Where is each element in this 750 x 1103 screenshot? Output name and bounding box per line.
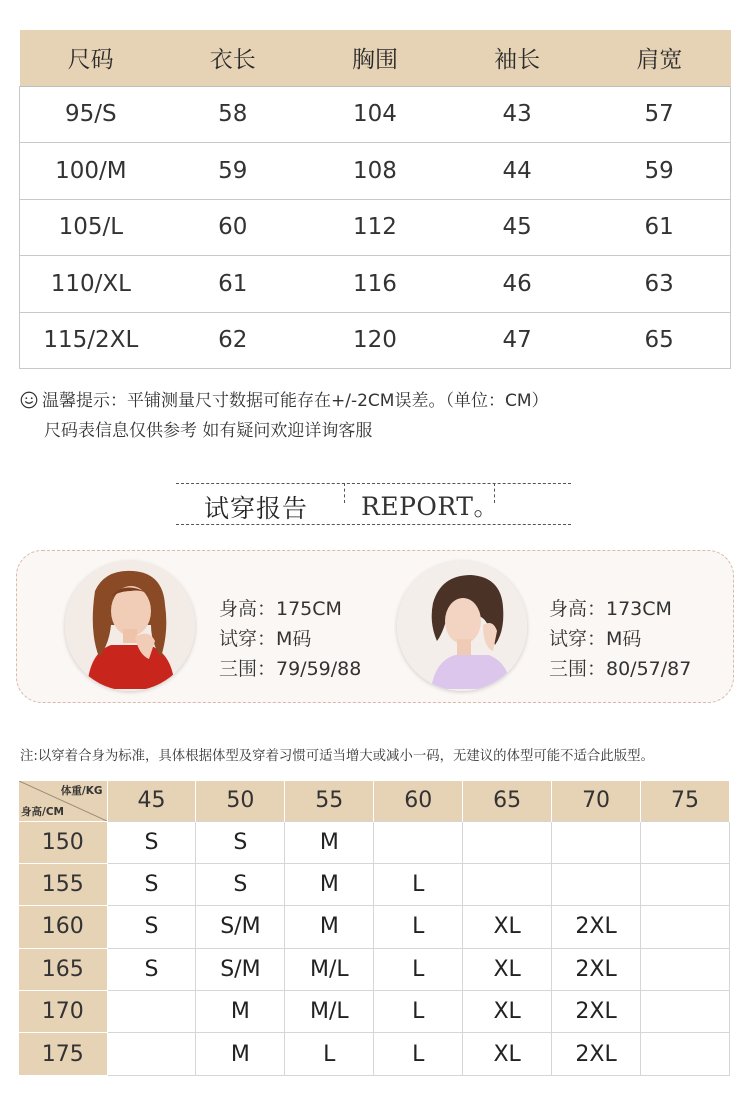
cell: 47 bbox=[446, 312, 588, 369]
report-header bbox=[176, 483, 571, 525]
cell: S/M bbox=[196, 906, 285, 948]
cell: 110/XL bbox=[20, 256, 162, 313]
model-photo-2 bbox=[397, 561, 527, 691]
cell: 108 bbox=[304, 143, 446, 200]
cell bbox=[641, 863, 730, 905]
weight-header: 60 bbox=[374, 781, 463, 821]
cell: 65 bbox=[588, 312, 730, 369]
table-row bbox=[19, 863, 730, 905]
header-size: 尺码 bbox=[20, 30, 162, 86]
cell: 45 bbox=[446, 199, 588, 256]
cell: 43 bbox=[446, 86, 588, 143]
size-table-header bbox=[20, 30, 731, 86]
table-row bbox=[19, 821, 730, 863]
cell: 120 bbox=[304, 312, 446, 369]
cell: 59 bbox=[162, 143, 304, 200]
table-row bbox=[19, 991, 730, 1033]
cell: S bbox=[107, 821, 196, 863]
cell: M bbox=[285, 821, 374, 863]
cell: 95/S bbox=[20, 86, 162, 143]
size-recommendation-table bbox=[19, 781, 730, 1076]
fit-note: 注:以穿着合身为标准，具体根据体型及穿着习惯可适当增大或减小一码，无建议的体型可能不适合此版型。 bbox=[20, 749, 654, 764]
cell: XL bbox=[463, 906, 552, 948]
cell: M/L bbox=[285, 948, 374, 990]
cell: M bbox=[285, 863, 374, 905]
cell: 57 bbox=[588, 86, 730, 143]
model-1-tried: 试穿：M码 bbox=[219, 628, 312, 650]
table-row bbox=[19, 948, 730, 990]
divider bbox=[344, 483, 345, 503]
cell: L bbox=[374, 991, 463, 1033]
cell: M/L bbox=[285, 991, 374, 1033]
table-row bbox=[20, 312, 731, 369]
cell: 2XL bbox=[552, 1033, 641, 1075]
table-row bbox=[20, 199, 731, 256]
height-header: 160 bbox=[19, 906, 107, 948]
cell: L bbox=[374, 863, 463, 905]
header-shoulder: 肩宽 bbox=[588, 30, 730, 86]
cell: S bbox=[196, 863, 285, 905]
cell bbox=[463, 821, 552, 863]
model-info-1 bbox=[219, 594, 361, 684]
model-2-height: 身高：173CM bbox=[549, 598, 672, 620]
cell: M bbox=[196, 991, 285, 1033]
cell: L bbox=[374, 906, 463, 948]
cell bbox=[107, 991, 196, 1033]
tips bbox=[20, 386, 549, 446]
cell: M bbox=[285, 906, 374, 948]
cell bbox=[641, 1033, 730, 1075]
divider bbox=[176, 483, 571, 484]
cell: XL bbox=[463, 948, 552, 990]
table-corner bbox=[19, 781, 107, 821]
tips-text-1: 温馨提示：平铺测量尺寸数据可能存在+/-2CM误差。（单位：CM） bbox=[42, 391, 549, 411]
height-header: 175 bbox=[19, 1033, 107, 1075]
cell: 44 bbox=[446, 143, 588, 200]
model-1-height: 身高：175CM bbox=[219, 598, 342, 620]
weight-header-row bbox=[19, 781, 730, 821]
cell: 58 bbox=[162, 86, 304, 143]
cell bbox=[107, 1033, 196, 1075]
cell bbox=[374, 821, 463, 863]
model-card bbox=[16, 550, 734, 703]
tips-line-1 bbox=[20, 386, 549, 416]
header-length: 衣长 bbox=[162, 30, 304, 86]
size-table bbox=[19, 30, 731, 369]
cell: 115/2XL bbox=[20, 312, 162, 369]
table-row bbox=[20, 256, 731, 313]
model-photo-1 bbox=[65, 561, 195, 691]
model-info-2 bbox=[549, 594, 691, 684]
cell: 60 bbox=[162, 199, 304, 256]
cell bbox=[552, 863, 641, 905]
cell: 63 bbox=[588, 256, 730, 313]
cell: 2XL bbox=[552, 906, 641, 948]
cell bbox=[463, 863, 552, 905]
cell: 2XL bbox=[552, 991, 641, 1033]
cell bbox=[641, 991, 730, 1033]
cell: 105/L bbox=[20, 199, 162, 256]
cell: 46 bbox=[446, 256, 588, 313]
cell: XL bbox=[463, 1033, 552, 1075]
header-sleeve: 袖长 bbox=[446, 30, 588, 86]
model-2-tried: 试穿：M码 bbox=[549, 628, 642, 650]
cell: S bbox=[107, 906, 196, 948]
corner-height-label: 身高/CM bbox=[21, 805, 64, 818]
cell bbox=[641, 906, 730, 948]
model-2-measurements: 三围：80/57/87 bbox=[549, 658, 692, 680]
cell: 100/M bbox=[20, 143, 162, 200]
cell bbox=[552, 821, 641, 863]
cell: 59 bbox=[588, 143, 730, 200]
cell: L bbox=[374, 948, 463, 990]
cell: L bbox=[285, 1033, 374, 1075]
weight-header: 65 bbox=[463, 781, 552, 821]
model-1-measurements: 三围：79/59/88 bbox=[219, 658, 362, 680]
tips-text-2: 尺码表信息仅供参考 如有疑问欢迎详询客服 bbox=[44, 421, 373, 441]
cell: 104 bbox=[304, 86, 446, 143]
height-header: 155 bbox=[19, 863, 107, 905]
cell: 112 bbox=[304, 199, 446, 256]
cell: 61 bbox=[588, 199, 730, 256]
cell: S bbox=[196, 821, 285, 863]
cell: 61 bbox=[162, 256, 304, 313]
height-header: 170 bbox=[19, 991, 107, 1033]
height-header: 165 bbox=[19, 948, 107, 990]
weight-header: 55 bbox=[285, 781, 374, 821]
weight-header: 45 bbox=[107, 781, 196, 821]
cell: L bbox=[374, 1033, 463, 1075]
table-row bbox=[19, 1033, 730, 1075]
corner-weight-label: 体重/KG bbox=[60, 785, 103, 797]
report-title-cn: 试穿报告 bbox=[204, 494, 309, 523]
cell: XL bbox=[463, 991, 552, 1033]
cell: 2XL bbox=[552, 948, 641, 990]
report-title-en: REPORT。 bbox=[361, 492, 499, 521]
weight-header: 50 bbox=[196, 781, 285, 821]
cell: S/M bbox=[196, 948, 285, 990]
cell: S bbox=[107, 863, 196, 905]
cell: S bbox=[107, 948, 196, 990]
cell: 62 bbox=[162, 312, 304, 369]
cell: M bbox=[196, 1033, 285, 1075]
cell: 116 bbox=[304, 256, 446, 313]
table-row bbox=[20, 143, 731, 200]
table-row bbox=[19, 906, 730, 948]
weight-header: 75 bbox=[641, 781, 730, 821]
height-header: 150 bbox=[19, 821, 107, 863]
cell bbox=[641, 948, 730, 990]
table-row bbox=[20, 86, 731, 143]
header-bust: 胸围 bbox=[304, 30, 446, 86]
cell bbox=[641, 821, 730, 863]
weight-header: 70 bbox=[552, 781, 641, 821]
smiley-icon bbox=[20, 391, 38, 409]
